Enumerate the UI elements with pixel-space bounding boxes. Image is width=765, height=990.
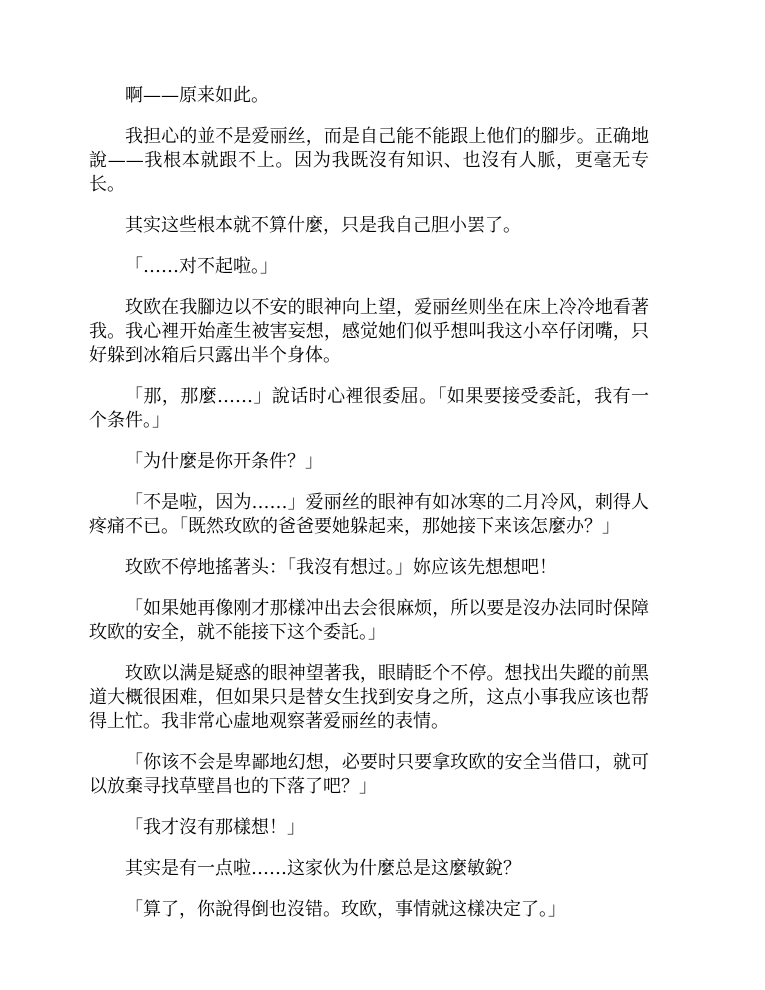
page-body — [89, 84, 649, 939]
paragraph-8: 「不是啦，因为……」爱丽丝的眼神有如冰寒的二月冷风，刺得人疼痛不已。「既然玫欧的爸爸要她躲起来，那她接下来该怎麼办？」 — [89, 492, 649, 537]
paragraph-7: 「为什麼是你开条件？」 — [125, 451, 323, 472]
paragraph-12: 「你该不会是卑鄙地幻想，必要时只要拿玫欧的安全当借口，就可以放棄寻找草壁昌也的下落了吧？」 — [89, 752, 649, 797]
paragraph-9: 玫欧不停地搖著头：「我沒有想过。」妳应该先想想吧！ — [125, 557, 557, 578]
paragraph-14: 其实是有一点啦……这家伙为什麼总是这麼敏銳？ — [125, 858, 521, 879]
paragraph-2: 我担心的並不是爱丽丝，而是自己能不能跟上他们的腳步。正确地說——我根本就跟不上。因为我既沒有知识、也沒有人脈，更毫无专长。 — [89, 126, 649, 195]
paragraph-13: 「我才沒有那樣想！」 — [125, 817, 305, 838]
paragraph-1: 啊——原来如此。 — [125, 85, 269, 106]
paragraph-3: 其实这些根本就不算什麼，只是我自己胆小罢了。 — [125, 215, 521, 236]
paragraph-5: 玫欧在我腳边以不安的眼神向上望，爱丽丝则坐在床上冷冷地看著我。我心裡开始產生被害妄想，感觉她们似乎想叫我这小卒仔闭嘴，只好躲到冰箱后只露出半个身体。 — [89, 297, 649, 366]
paragraph-6: 「那，那麼……」說话时心裡很委屈。「如果要接受委託，我有一个条件。」 — [89, 386, 649, 431]
paragraph-11: 玫欧以满是疑惑的眼神望著我，眼睛眨个不停。想找出失蹤的前黑道大概很困难，但如果只是替女生找到安身之所，这点小事我应该也帮得上忙。我非常心虛地观察著爱丽丝的表情。 — [89, 663, 649, 732]
paragraph-10: 「如果她再像刚才那樣冲出去会很麻烦，所以要是沒办法同时保障玫欧的安全，就不能接下这个委託。」 — [89, 598, 649, 643]
paragraph-4: 「……对不起啦。」 — [125, 256, 278, 277]
paragraph-15: 「算了，你說得倒也沒错。玫欧，事情就这樣决定了。」 — [125, 899, 566, 920]
